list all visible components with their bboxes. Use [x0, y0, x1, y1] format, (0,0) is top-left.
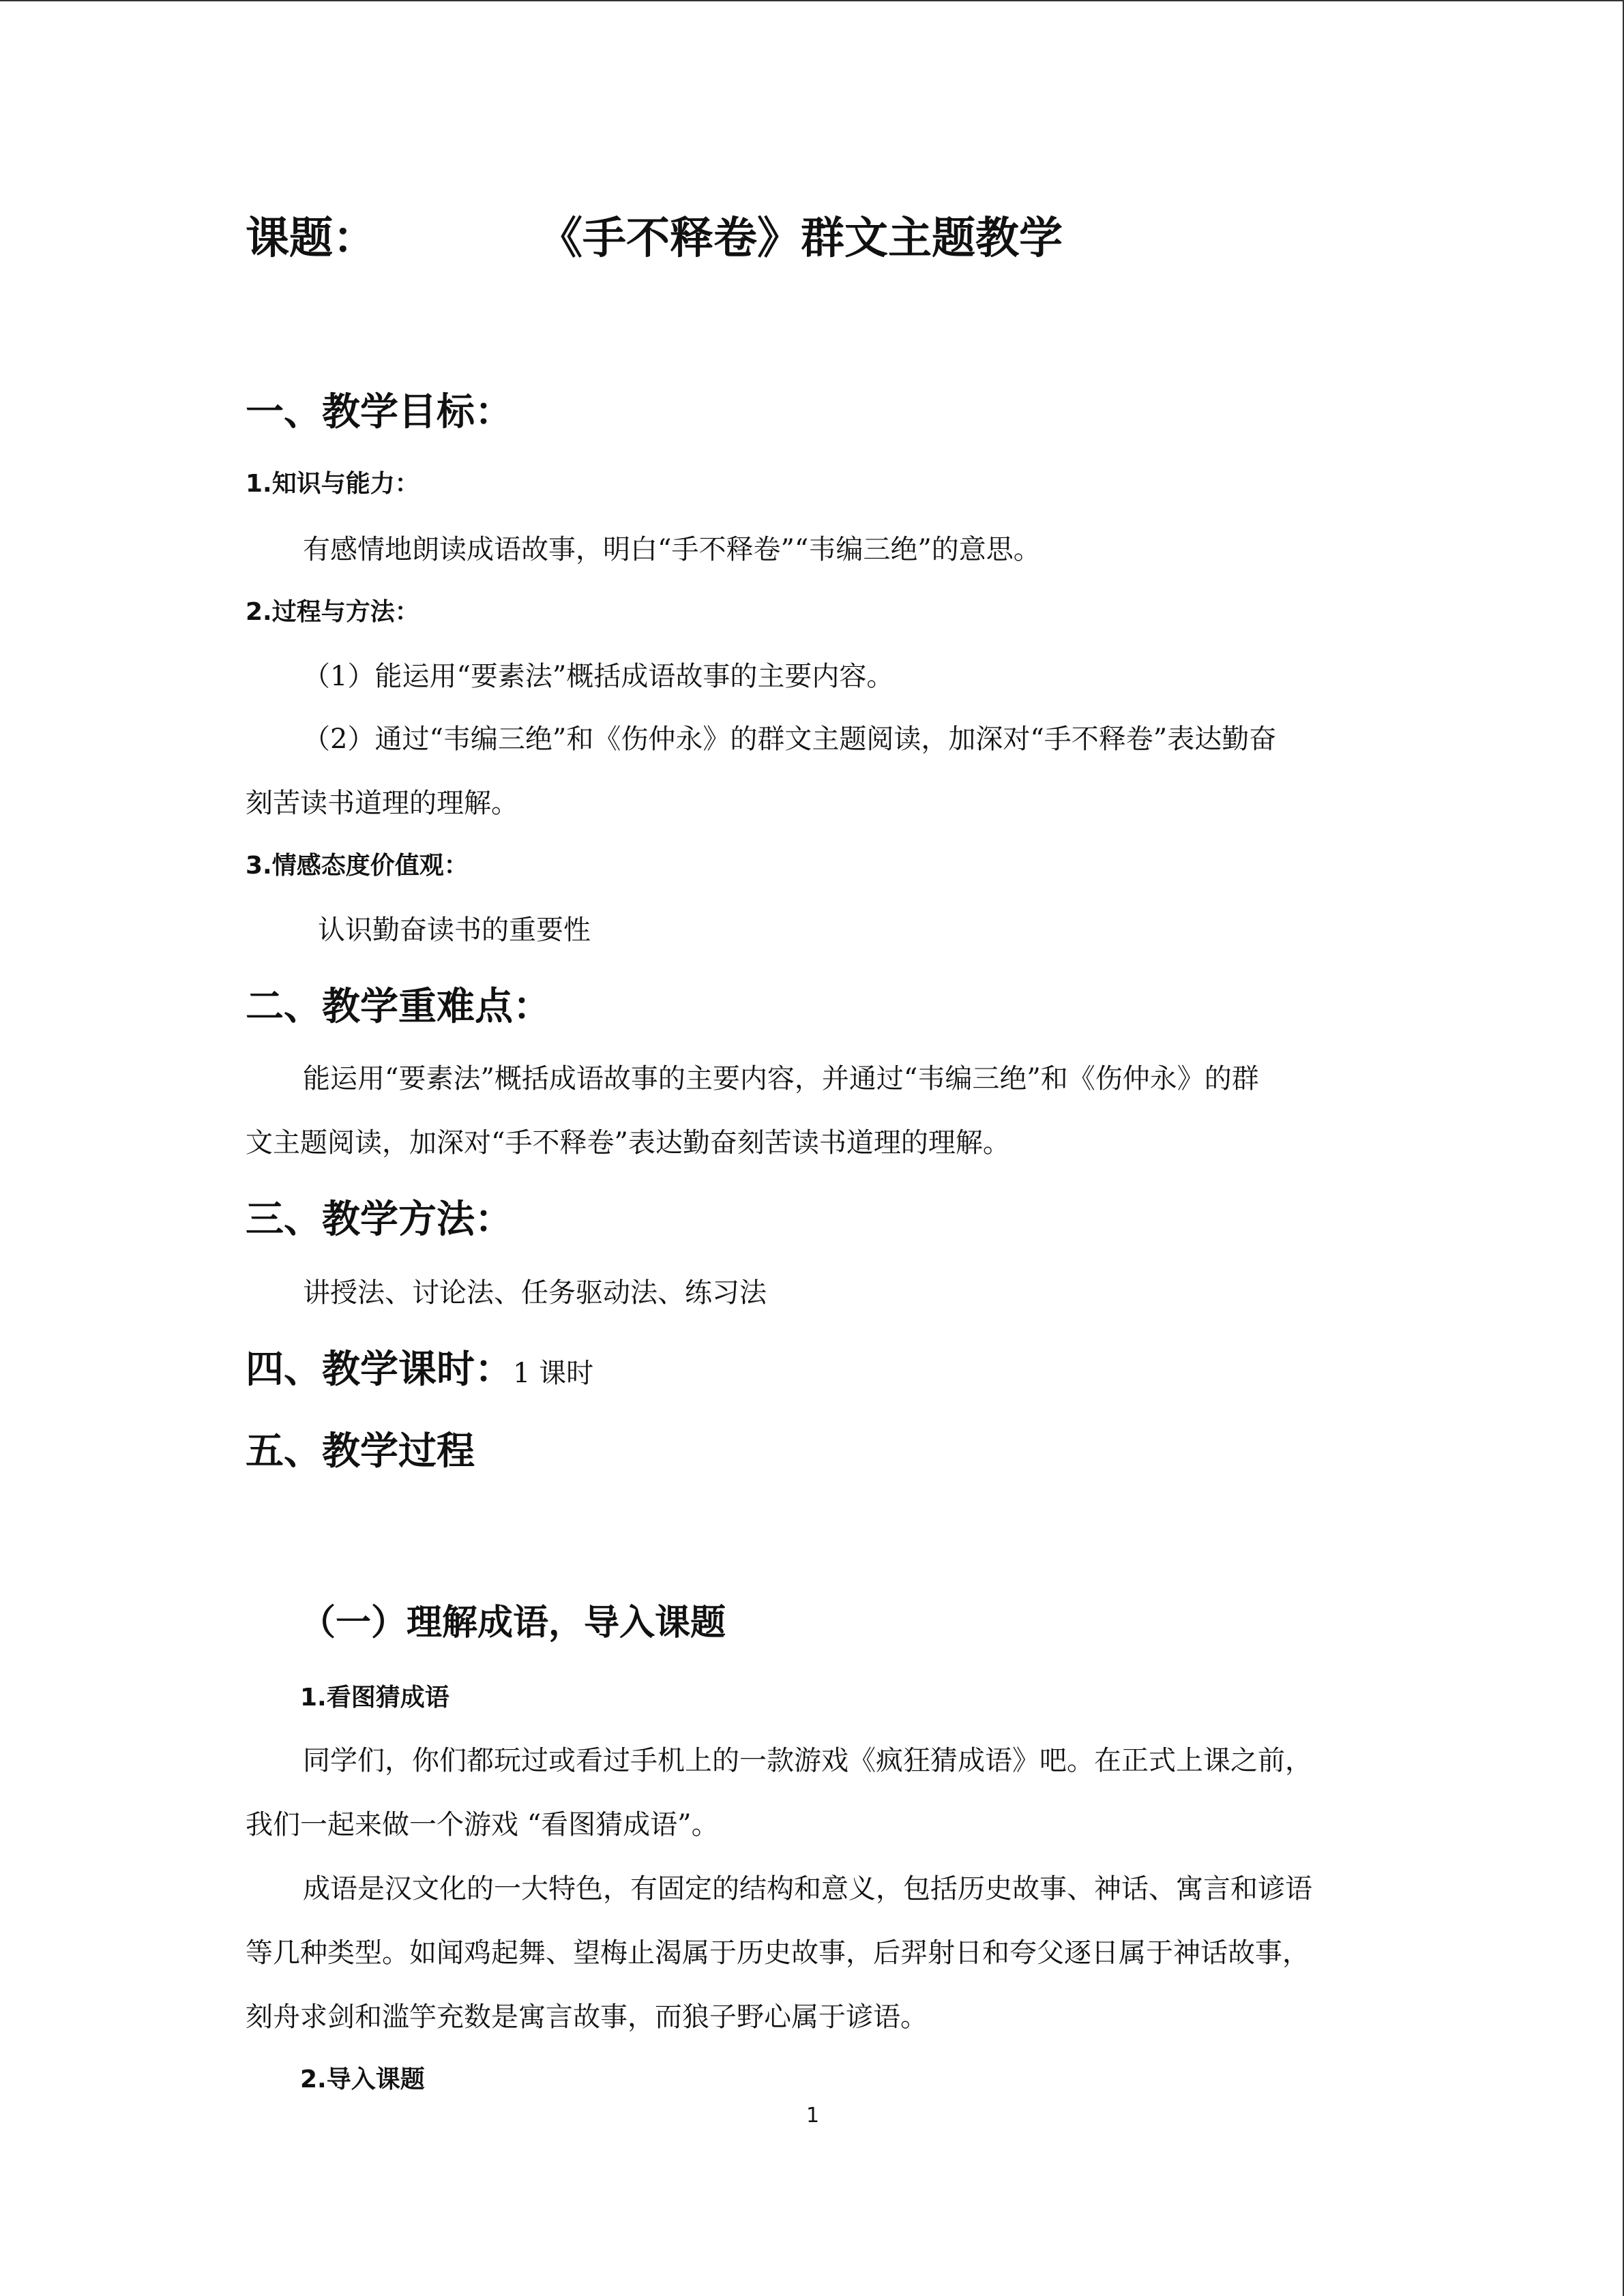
paragraph-idioms-line-1: 成语是汉文化的一大特色，有固定的结构和意义，包括历史故事、神话、寓言和谚语: [303, 1873, 1312, 1905]
paragraph-game-line-2: 我们一起来做一个游戏 “看图猜成语”。: [246, 1809, 719, 1840]
subheading-introduce-topic: 2.导入课题: [300, 2066, 425, 2093]
subheading-knowledge-ability: 1.知识与能力：: [246, 470, 419, 498]
class-hours-value: 1 课时: [513, 1358, 594, 1389]
paragraph-process-item-1: （1）能运用“要素法”概括成语故事的主要内容。: [303, 661, 894, 692]
lesson-title-label: 课题：: [246, 213, 377, 264]
subsection-heading-understand-idioms: （一）理解成语，导入课题: [300, 1602, 726, 1643]
paragraph-key-points-line-1: 能运用“要素法”概括成语故事的主要内容，并通过“韦编三绝”和《伤仲永》的群: [303, 1063, 1259, 1094]
subheading-emotion-values: 3.情感态度价值观：: [246, 852, 469, 880]
section-heading-objectives: 一、教学目标：: [246, 389, 513, 434]
lesson-title: 《手不释卷》群文主题教学: [539, 213, 1063, 264]
paragraph-process-item-2-line-1: （2）通过“韦编三绝”和《伤仲永》的群文主题阅读，加深对“手不释卷”表达勤奋: [303, 724, 1277, 755]
section-heading-methods: 三、教学方法：: [246, 1197, 513, 1242]
paragraph-methods: 讲授法、讨论法、任务驱动法、练习法: [303, 1277, 767, 1309]
paragraph-key-points-line-2: 文主题阅读，加深对“手不释卷”表达勤奋刻苦读书道理的理解。: [246, 1127, 1010, 1159]
paragraph-idioms-line-3: 刻舟求剑和滥竽充数是寓言故事，而狼子野心属于谚语。: [246, 2001, 928, 2033]
paragraph-game-line-1: 同学们，你们都玩过或看过手机上的一款游戏《疯狂猜成语》吧。在正式上课之前，: [303, 1745, 1312, 1776]
section-heading-key-points: 二、教学重难点：: [246, 984, 551, 1029]
subheading-guess-idiom: 1.看图猜成语: [300, 1684, 449, 1712]
section-heading-process: 五、教学过程: [246, 1429, 475, 1474]
page-number: 1: [806, 2104, 820, 2128]
paragraph-idioms-line-2: 等几种类型。如闻鸡起舞、望梅止渴属于历史故事，后羿射日和夸父逐日属于神话故事，: [246, 1937, 1310, 1969]
section-heading-class-hours: [246, 1347, 594, 1392]
subheading-process-method: 2.过程与方法：: [246, 598, 419, 626]
paragraph-process-item-2-line-2: 刻苦读书道理的理解。: [246, 788, 518, 819]
paragraph-emotion-values: 认识勤奋读书的重要性: [318, 914, 591, 946]
paragraph-knowledge-ability: 有感情地朗读成语故事，明白“手不释卷”“韦编三绝”的意思。: [303, 534, 1041, 565]
class-hours-label: 四、教学课时：: [246, 1347, 513, 1392]
